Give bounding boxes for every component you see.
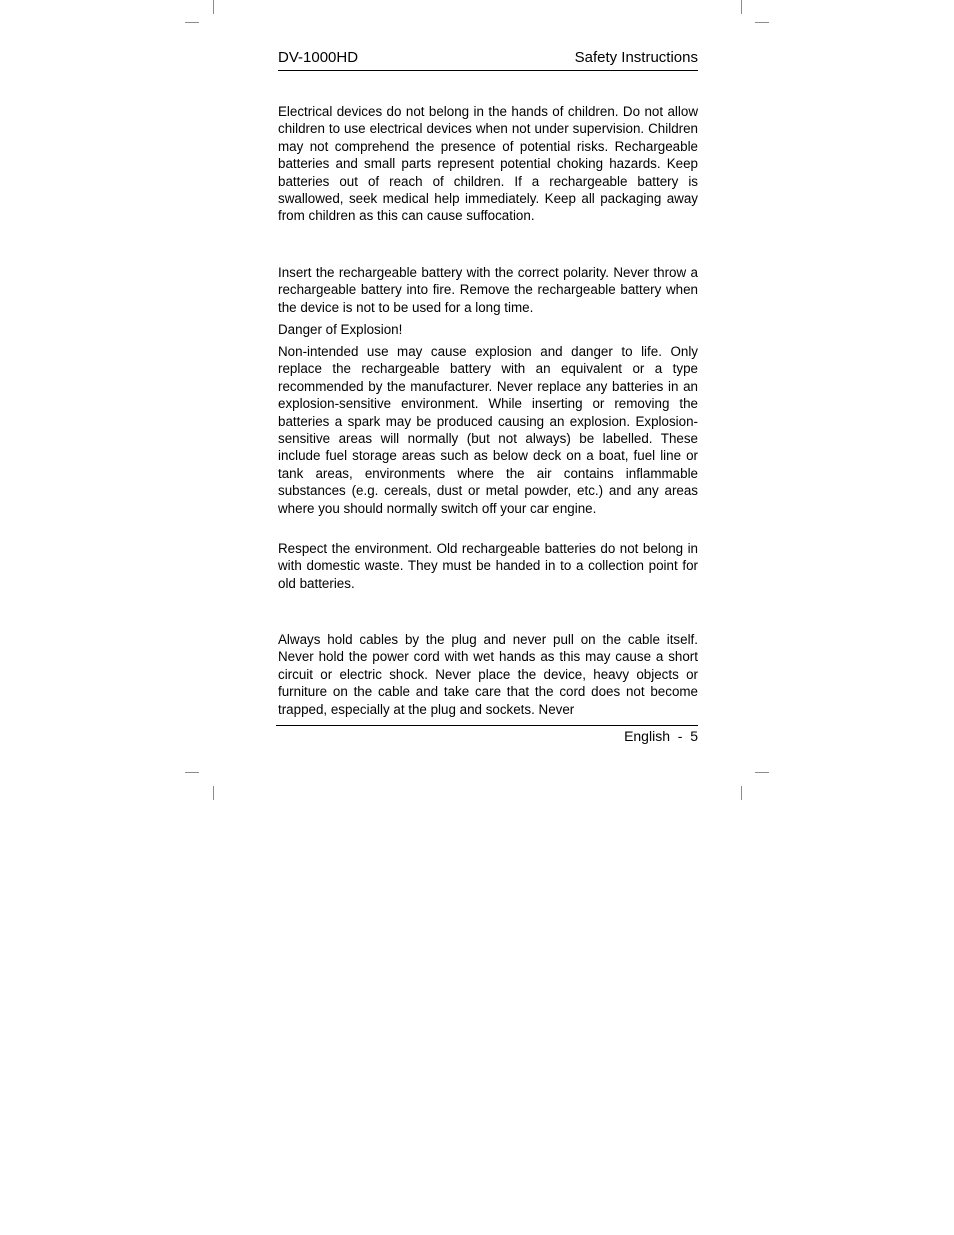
page-header bbox=[278, 48, 698, 68]
crop-mark-bottom-left-horizontal bbox=[185, 772, 199, 773]
header-model: DV-1000HD bbox=[278, 49, 359, 66]
paragraph-children-safety: Electrical devices do not belong in the hands of children. Do not allow children to use electrical devices when not under supervision. Children may not comprehend the presence of potential risks. Rechargeable batteries and small parts represent potential choking hazards. Keep batteries out of reach of children. If a rechargeable battery is swallowed, seek medical help immediately. Keep all packaging away from children as this can cause suffocation. bbox=[278, 104, 698, 224]
header-section-title: Safety Instructions bbox=[574, 49, 698, 66]
header-rule bbox=[278, 70, 698, 71]
paragraph-cables: Always hold cables by the plug and never pull on the cable itself. Never hold the power cord with wet hands as this may cause a short circuit or electric shock. Never place the device, heavy objects or furniture on the cable and take care that the cord does not become trapped, especially at the plug and sockets. Never bbox=[278, 632, 698, 717]
crop-mark-bottom-right-horizontal bbox=[755, 772, 769, 773]
crop-mark-top-left-horizontal bbox=[185, 22, 199, 23]
crop-mark-top-right-vertical bbox=[741, 0, 742, 14]
footer-rule bbox=[276, 725, 698, 726]
crop-mark-top-right-horizontal bbox=[755, 22, 769, 23]
crop-mark-bottom-left-vertical bbox=[213, 786, 214, 800]
paragraph-explosion-risk: Non-intended use may cause explosion and danger to life. Only replace the rechargeable battery with an equivalent or a type recommended by the manufacturer. Never replace any batteries in an explosion-sensitive environment. While inserting or removing the batteries a spark may be produced causing an explosion. Explosion-sensitive areas will normally (but not always) be labelled. These include fuel storage areas such as below deck on a boat, fuel line or tank areas, environments where the air contains inflammable substances (e.g. cereals, dust or metal powder, etc.) and any areas where you should normally switch off your car engine. bbox=[278, 344, 698, 516]
paragraph-danger-heading: Danger of Explosion! bbox=[278, 322, 403, 337]
page-footer-number: English - 5 bbox=[624, 728, 698, 744]
paragraph-environment: Respect the environment. Old rechargeable batteries do not belong in with domestic waste. They must be handed in to a collection point for old batteries. bbox=[278, 541, 698, 591]
paragraph-battery-insertion: Insert the rechargeable battery with the correct polarity. Never throw a rechargeable battery into fire. Remove the rechargeable battery when the device is not to be used for a long time. bbox=[278, 265, 698, 315]
crop-mark-bottom-right-vertical bbox=[741, 786, 742, 800]
crop-mark-top-left-vertical bbox=[213, 0, 214, 14]
